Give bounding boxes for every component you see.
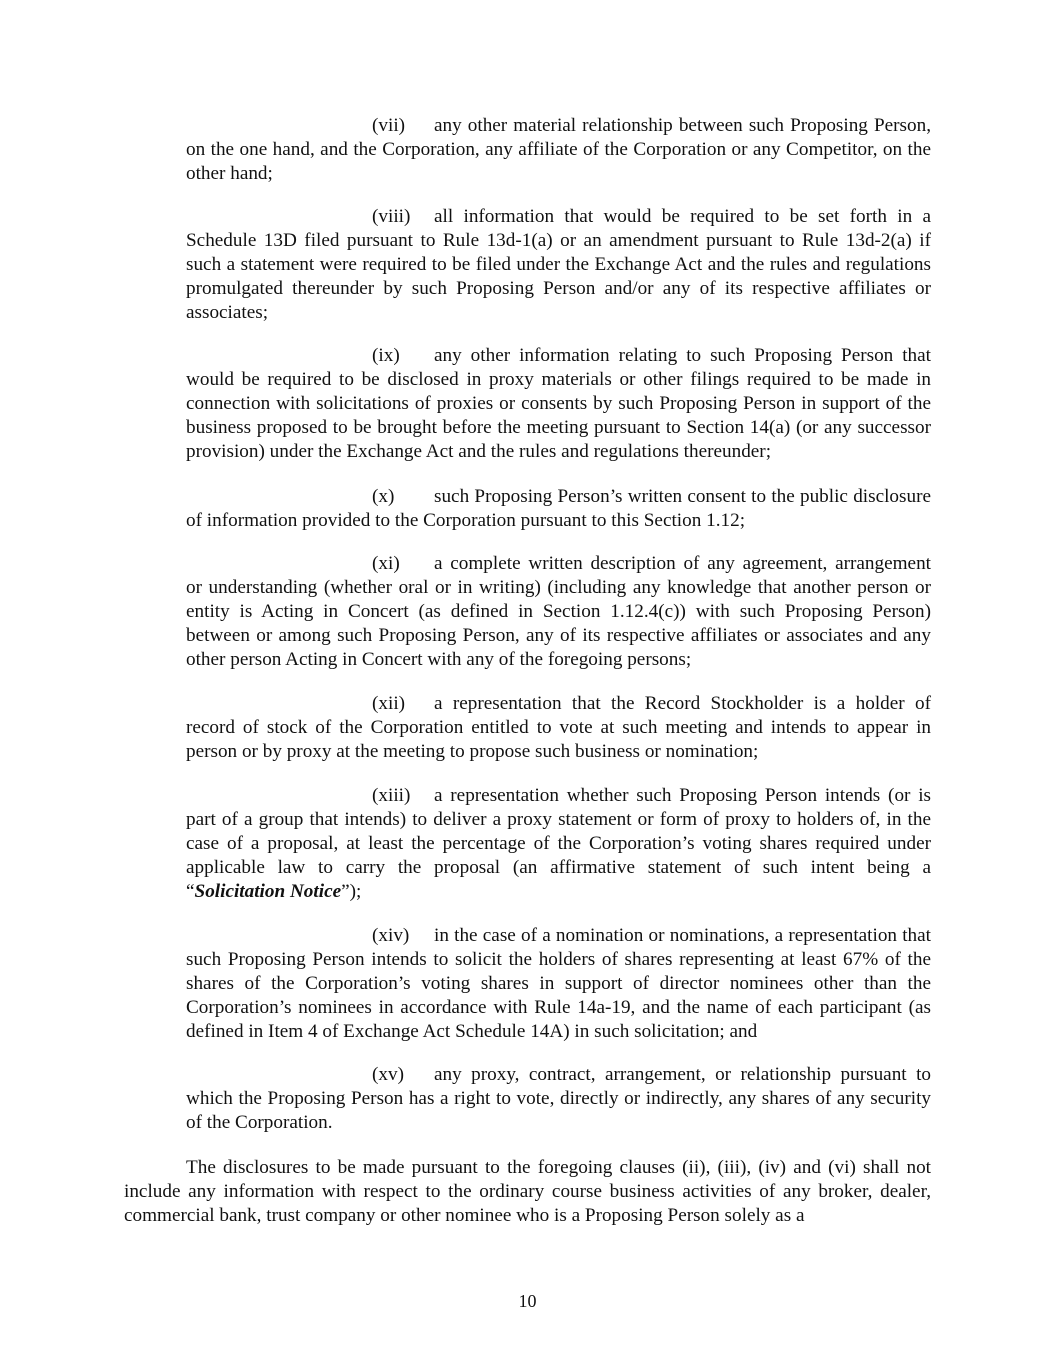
clause-xii: [186, 692, 931, 764]
clause-text: any proxy, contract, arrangement, or relationship pursuant to which the Proposing Person has a right to vote, directly or indirectly, any shares of any security of the Corporation.: [186, 1064, 931, 1133]
clause-text: all information that would be required to be set forth in a Schedule 13D filed pursuant to Rule 13d-1(a) or an amendment pursuant to Rule 13d-2(a) if such a statement were required to be filed under the Exchange Act and the rules and regulations promulgated thereunder by such Proposing Person and/or any of its respective affiliates or associates;: [186, 206, 931, 323]
clause-number: (xv): [372, 1064, 404, 1085]
page-number: 10: [518, 1291, 537, 1311]
clause-ix: [186, 344, 931, 464]
clause-vii: [186, 114, 931, 186]
clause-number: (xiii): [372, 785, 411, 806]
clause-text: in the case of a nomination or nominations, a representation that such Proposing Person intends to solicit the holders of shares representing at least 67% of the shares of the Corporation’s voting shares in support of director nominees other than the Corporation’s nominees in accordance with Rule 14a-19, and the name of each participant (as defined in Item 4 of Exchange Act Schedule 14A) in such solicitation; and: [186, 925, 931, 1042]
clause-number: (x): [372, 486, 395, 507]
clause-text: such Proposing Person’s written consent to the public disclosure of information provided to the Corporation pursuant to this Section 1.12;: [186, 486, 931, 531]
clause-text: any other material relationship between such Proposing Person, on the one hand, and the Corporation, any affiliate of the Corporation or any Competitor, on the other hand;: [186, 115, 931, 184]
clause-xiv: [186, 924, 931, 1044]
clause-text: a complete written description of any agreement, arrangement or understanding (whether oral or in writing) (including any knowledge that another person or entity is Acting in Concert (as defined in Section 1.12.4(c)) with such Proposing Person) between or among such Proposing Person, any of its respective affiliates or associates and any other person Acting in Concert with any of the foregoing persons;: [186, 553, 931, 670]
clause-viii: [186, 205, 931, 325]
clause-number: (vii): [372, 115, 406, 136]
clause-number: (ix): [372, 345, 400, 366]
clause-text: a representation whether such Proposing Person intends (or is part of a group that intends) to deliver a proxy statement or form of proxy to holders of, in the case of a proposal, at least the percentage of the Corporation’s voting shares required under applicable law to carry the proposal (an affirmative statement of such intent being a “: [186, 785, 931, 902]
clause-text: a representation that the Record Stockholder is a holder of record of stock of the Corporation entitled to vote at such meeting and intends to appear in person or by proxy at the meeting to propose such business or nomination;: [186, 693, 931, 762]
clause-text-after: ”);: [341, 881, 362, 902]
clause-xiii: [186, 784, 931, 904]
clause-xv: [186, 1063, 931, 1135]
defined-term: Solicitation Notice: [194, 881, 342, 902]
clause-number: (xii): [372, 693, 406, 714]
clause-number: (viii): [372, 206, 411, 227]
clause-x: [186, 485, 931, 533]
clause-number: (xiv): [372, 925, 410, 946]
closing-paragraph: The disclosures to be made pursuant to the foregoing clauses (ii), (iii), (iv) and (vi) shall not include any information with respect to the ordinary course business activities of any broker, dealer, commercial bank, trust company or other nominee who is a Proposing Person solely as a: [124, 1157, 931, 1226]
clause-number: (xi): [372, 553, 400, 574]
clause-xi: [186, 552, 931, 672]
clause-text: any other information relating to such Proposing Person that would be required to be disclosed in proxy materials or other filings required to be made in connection with solicitations of proxies or consents by such Proposing Person in support of the business proposed to be brought before the meeting pursuant to Section 14(a) (or any successor provision) under the Exchange Act and the rules and regulations thereunder;: [186, 345, 931, 462]
